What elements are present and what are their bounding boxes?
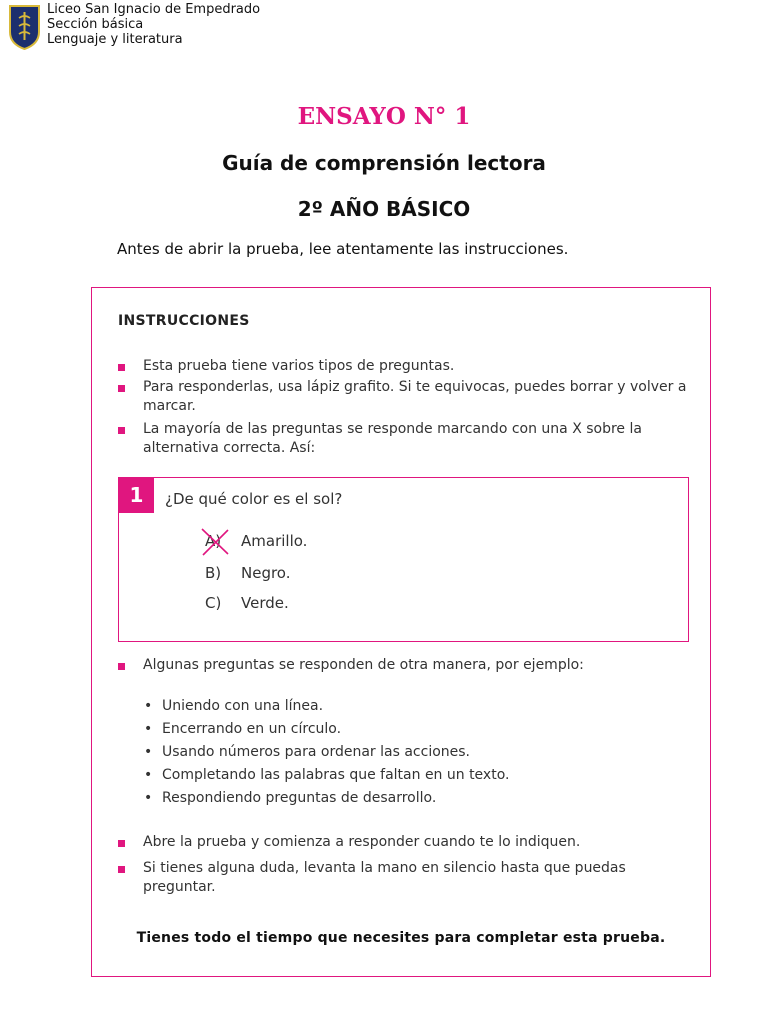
page-subtitle: Guía de comprensión lectora: [222, 151, 546, 175]
x-mark-icon: [200, 527, 232, 557]
option-letter: B): [205, 564, 222, 582]
square-bullet-icon: [118, 663, 125, 670]
square-bullet-icon: [118, 840, 125, 847]
school-section: Sección básica: [47, 17, 144, 32]
closing-note: Tienes todo el tiempo que necesites para completar esta prueba.: [136, 930, 666, 946]
list-item: • Usando números para ordenar las acciones.: [144, 744, 471, 760]
school-header: [8, 2, 260, 50]
answer-option-b: [205, 564, 291, 582]
question-number: 1: [119, 478, 154, 513]
instructions-heading: INSTRUCCIONES: [118, 313, 250, 329]
page-title: ENSAYO N° 1: [297, 103, 471, 130]
preamble-text: Antes de abrir la prueba, lee atentamente las instrucciones.: [117, 240, 569, 258]
square-bullet-icon: [118, 427, 125, 434]
school-name: Liceo San Ignacio de Empedrado: [47, 2, 261, 17]
option-letter: A): [205, 532, 222, 550]
answer-option-a: [205, 532, 307, 550]
option-text: Amarillo.: [241, 532, 308, 550]
square-bullet-icon: [118, 866, 125, 873]
option-letter: C): [205, 594, 222, 612]
school-subject: Lenguaje y literatura: [47, 32, 183, 47]
list-item: • Encerrando en un círculo.: [144, 721, 342, 737]
grade-level: 2º AÑO BÁSICO: [297, 197, 471, 221]
list-item: • Uniendo con una línea.: [144, 698, 324, 714]
square-bullet-icon: [118, 364, 125, 371]
dot-bullet-icon: •: [144, 767, 153, 783]
option-text: Verde.: [241, 594, 289, 612]
list-item: • Completando las palabras que faltan en un texto.: [144, 767, 510, 783]
instruction-item: Abre la prueba y comienza a responder cuando te lo indiquen.: [118, 833, 690, 852]
answer-option-c: [205, 594, 289, 612]
instructions-box: [91, 287, 711, 977]
example-question: [118, 477, 689, 642]
instruction-item: Esta prueba tiene varios tipos de preguntas.: [118, 357, 690, 376]
list-item: • Respondiendo preguntas de desarrollo.: [144, 790, 437, 806]
school-info: [47, 2, 260, 47]
question-text: ¿De qué color es el sol?: [165, 490, 343, 508]
dot-bullet-icon: •: [144, 698, 153, 714]
dot-bullet-icon: •: [144, 790, 153, 806]
square-bullet-icon: [118, 385, 125, 392]
option-text: Negro.: [241, 564, 291, 582]
dot-bullet-icon: •: [144, 744, 153, 760]
instruction-item: Algunas preguntas se responden de otra manera, por ejemplo:: [118, 656, 690, 675]
instruction-item: Para responderlas, usa lápiz grafito. Si te equivocas, puedes borrar y volver a marcar.: [118, 378, 690, 416]
instruction-item: Si tienes alguna duda, levanta la mano en silencio hasta que puedas preguntar.: [118, 859, 690, 897]
dot-bullet-icon: •: [144, 721, 153, 737]
school-crest-icon: [8, 4, 41, 50]
instruction-item: La mayoría de las preguntas se responde marcando con una X sobre la alternativa correcta. Así:: [118, 420, 690, 458]
